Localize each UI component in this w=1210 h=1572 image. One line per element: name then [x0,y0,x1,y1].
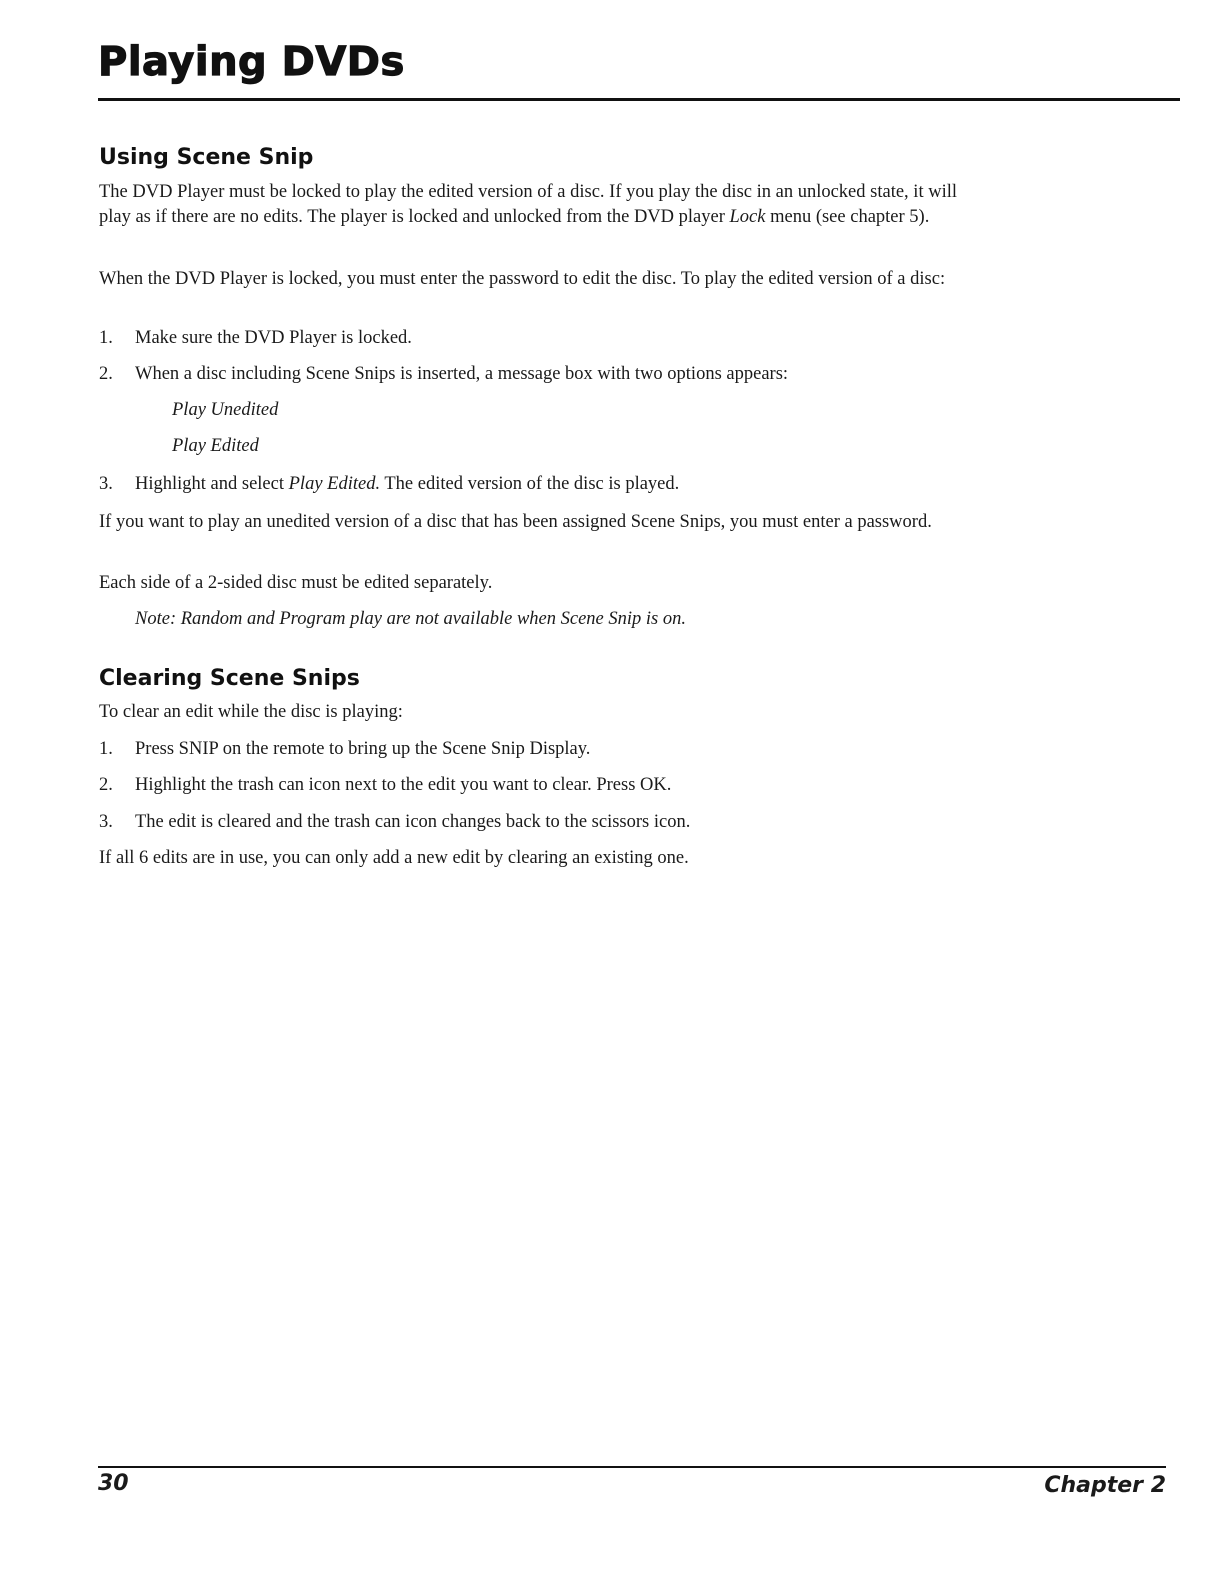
list-item [99,773,979,798]
lock-menu-term: Lock [729,207,766,227]
footer-rule [98,1466,1166,1468]
list-number: 1. [99,739,113,759]
title-rule [98,98,1180,101]
list-number: 3. [99,812,113,832]
list-text: Press SNIP on the remote to bring up the Scene Snip Display. [135,739,591,759]
list-number: 3. [99,474,113,494]
option-play-edited: Play Edited [172,436,259,456]
option-play-unedited: Play Unedited [172,400,279,420]
list-text: The edit is cleared and the trash can icon changes back to the scissors icon. [135,812,691,832]
list-item [99,472,979,497]
paragraph-text: The DVD Player must be locked to play the edited version of a disc. If you play the disc in an unlocked state, it will play as if there are no edits. The player is locked and unlocked from the DVD player [99,182,957,227]
page-title: Playing DVDs [98,39,405,85]
play-edited-term: Play Edited. [288,474,381,494]
list-text: Highlight and select [135,474,284,494]
paragraph-lock-requirement [99,180,959,230]
page-number: 30 [98,1471,129,1496]
list-item [99,810,979,835]
list-item [99,737,979,762]
paragraph-clear-outro: If all 6 edits are in use, you can only add a new edit by clearing an existing one. [99,848,689,868]
note-random-program: Note: Random and Program play are not available when Scene Snip is on. [135,609,686,629]
paragraph-unedited-password: If you want to play an unedited version of a disc that has been assigned Scene Snips, you must enter a password. [99,512,932,532]
paragraph-two-sided: Each side of a 2-sided disc must be edited separately. [99,573,493,593]
paragraph-text-end: menu (see chapter 5). [770,207,930,227]
list-number: 2. [99,775,113,795]
section-heading-using-scene-snip: Using Scene Snip [99,145,314,170]
list-number: 1. [99,328,113,348]
paragraph-clear-intro: To clear an edit while the disc is playing: [99,702,403,722]
list-number: 2. [99,364,113,384]
paragraph-password: When the DVD Player is locked, you must enter the password to edit the disc. To play the edited version of a disc: [99,269,946,289]
list-text: Make sure the DVD Player is locked. [135,328,412,348]
list-text: Highlight the trash can icon next to the edit you want to clear. Press OK. [135,775,672,795]
list-item [99,326,979,351]
section-heading-clearing-scene-snips: Clearing Scene Snips [99,666,360,691]
list-text: When a disc including Scene Snips is inserted, a message box with two options appears: [135,364,789,384]
chapter-label: Chapter 2 [1044,1473,1166,1498]
list-text-end: The edited version of the disc is played. [384,474,680,494]
list-item [99,362,979,387]
